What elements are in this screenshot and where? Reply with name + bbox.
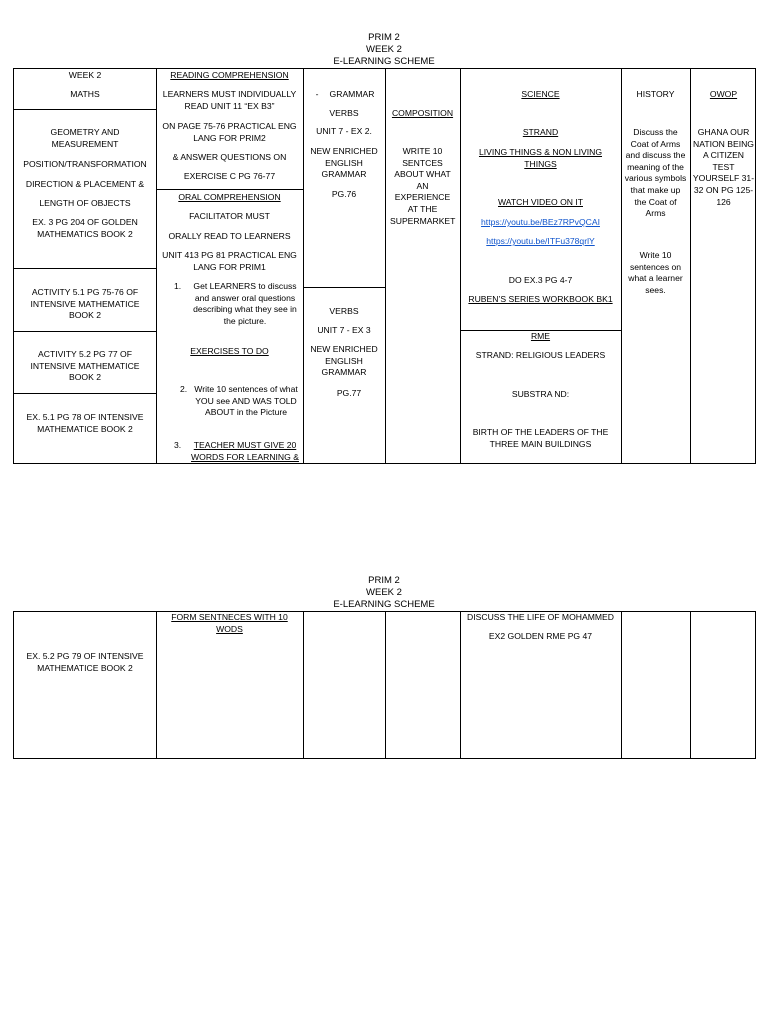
maths-topic: GEOMETRY AND MEASUREMENT [50,127,120,149]
science-video-link-2[interactable]: https://youtu.be/ITFu378qrlY [486,236,595,246]
rme-substrand: SUBSTRA ND: [511,389,570,399]
col-divider [385,69,386,463]
header-class: PRIM 2 [368,32,400,43]
item-number: 2. [180,384,188,394]
science-watch-video: WATCH VIDEO ON IT [498,197,583,207]
col-divider [621,612,622,758]
header-scheme: E-LEARNING SCHEME [333,599,435,610]
owop-text: GHANA OUR NATION BEING A CITIZEN TEST YOURSELF 31-32 ON PG 125-126 [692,127,755,207]
maths-length: LENGTH OF OBJECTS [39,198,131,208]
maths-ex51: EX. 5.1 PG 78 OF INTENSIVE MATHEMATICE BOOK 2 [26,412,144,434]
col-divider [621,69,622,463]
col-divider [690,69,691,463]
science-workbook: RUBEN’S SERIES WORKBOOK BK1 [468,294,613,304]
science-video-link-1[interactable]: https://youtu.be/BEz7RPvQCAI [481,217,600,227]
oral-facilitator: FACILITATOR MUST [189,211,270,221]
grammar-verbs-2: VERBS [329,306,359,316]
science-living-things: LIVING THINGS & NON LIVING THINGS [478,147,603,169]
col-divider [690,612,691,758]
item-number: 3. [174,440,182,450]
scheme-table-page1 [13,68,756,464]
grammar-book: NEW ENRICHED ENGLISH GRAMMAR [310,146,378,180]
grammar-title: GRAMMAR [329,89,375,99]
grammar-unit7ex3: UNIT 7 - EX 3 [317,325,371,335]
grammar-pg76: PG.76 [331,189,357,199]
page1-header [0,32,768,68]
row-divider [156,189,303,190]
maths-activity52: ACTIVITY 5.2 PG 77 OF INTENSIVE MATHEMATICE BOOK 2 [30,349,140,383]
item-text: Get LEARNERS to discuss and answer oral questions describing what they see in the picture. [193,281,297,326]
maths-ex3: EX. 3 PG 204 OF GOLDEN MATHEMATICS BOOK 2 [32,217,138,239]
oral-unit413: UNIT 413 PG 81 PRACTICAL ENG LANG FOR PRIM1 [162,250,297,272]
grammar-unit7ex2: UNIT 7 - EX 2. [316,126,372,136]
reading-exercise-c: EXERCISE C PG 76-77 [183,171,276,181]
rme-strand: STRAND: RELIGIOUS LEADERS [475,350,606,360]
grammar-book-2: NEW ENRICHED ENGLISH GRAMMAR [310,344,378,378]
reading-answer: & ANSWER QUESTIONS ON [172,152,287,162]
oral-item-3 [174,440,300,463]
header-week: WEEK 2 [366,44,402,55]
owop-title: OWOP [709,89,738,99]
grammar-verbs: VERBS [329,108,359,118]
english-form-sentences: FORM SENTNECES WITH 10 WODS [171,612,288,634]
maths-ex52: EX. 5.2 PG 79 OF INTENSIVE MATHEMATICE BOOK 2 [26,651,144,673]
page2-header [0,575,768,611]
grammar-dash: - [315,89,319,99]
maths-week: WEEK 2 [68,70,102,80]
item-number: 1. [174,281,182,291]
reading-comprehension-title: READING COMPREHENSION [170,70,289,80]
history-discuss: Discuss the Coat of Arms and discuss the meaning of the various symbols that make up the Coat of Arms [624,127,687,219]
header-class: PRIM 2 [368,575,400,586]
row-divider [14,331,156,332]
rme-discuss-mohammed: DISCUSS THE LIFE OF MOHAMMED [467,612,614,622]
science-strand: STRAND [522,127,559,137]
maths-position: POSITION/TRANSFORMATION [23,159,147,169]
col-divider [156,612,157,758]
rme-golden-ex2: EX2 GOLDEN RME PG 47 [488,631,593,641]
oral-read: ORALLY READ TO LEARNERS [168,231,291,241]
row-divider [303,287,385,288]
rme-birth: BIRTH OF THE LEADERS OF THE THREE MAIN BUILDINGS [472,427,609,449]
col-divider [385,612,386,758]
oral-item-2 [180,384,298,419]
history-title: HISTORY [636,89,675,99]
science-title: SCIENCE [521,89,560,99]
scheme-table-page2 [13,611,756,759]
row-divider [14,109,156,110]
composition-text: WRITE 10 SENTCES ABOUT WHAT AN EXPERIENCE AT THE SUPERMARKET [390,146,456,226]
composition-title: COMPOSITION [391,108,454,118]
oral-item-1 [174,281,300,327]
col-divider [156,69,157,463]
header-week: WEEK 2 [366,587,402,598]
row-divider [14,393,156,394]
header-scheme: E-LEARNING SCHEME [333,56,435,67]
item-text: TEACHER MUST GIVE 20 WORDS FOR LEARNING & [191,440,299,462]
science-do-ex: DO EX.3 PG 4-7 [508,275,573,285]
maths-direction: DIRECTION & PLACEMENT & [25,179,145,189]
grammar-pg77: PG.77 [336,388,362,398]
history-write: Write 10 sentences on what a learner sees. [628,250,683,295]
exercises-title: EXERCISES TO DO [190,346,269,356]
reading-pages: ON PAGE 75-76 PRACTICAL ENG LANG FOR PRIM2 [162,121,297,143]
rme-title: RME [530,331,551,341]
maths-subject: MATHS [70,89,100,99]
maths-activity51: ACTIVITY 5.1 PG 75-76 OF INTENSIVE MATHEMATICE BOOK 2 [30,287,140,321]
oral-comprehension-title: ORAL COMPREHENSION [178,192,281,202]
item-text: Write 10 sentences of what YOU see AND WAS TOLD ABOUT in the Picture [194,384,298,418]
reading-instructions: LEARNERS MUST INDIVIDUALLY READ UNIT 11 “EX B3” [162,89,297,111]
row-divider [14,268,156,269]
col-divider [303,612,304,758]
